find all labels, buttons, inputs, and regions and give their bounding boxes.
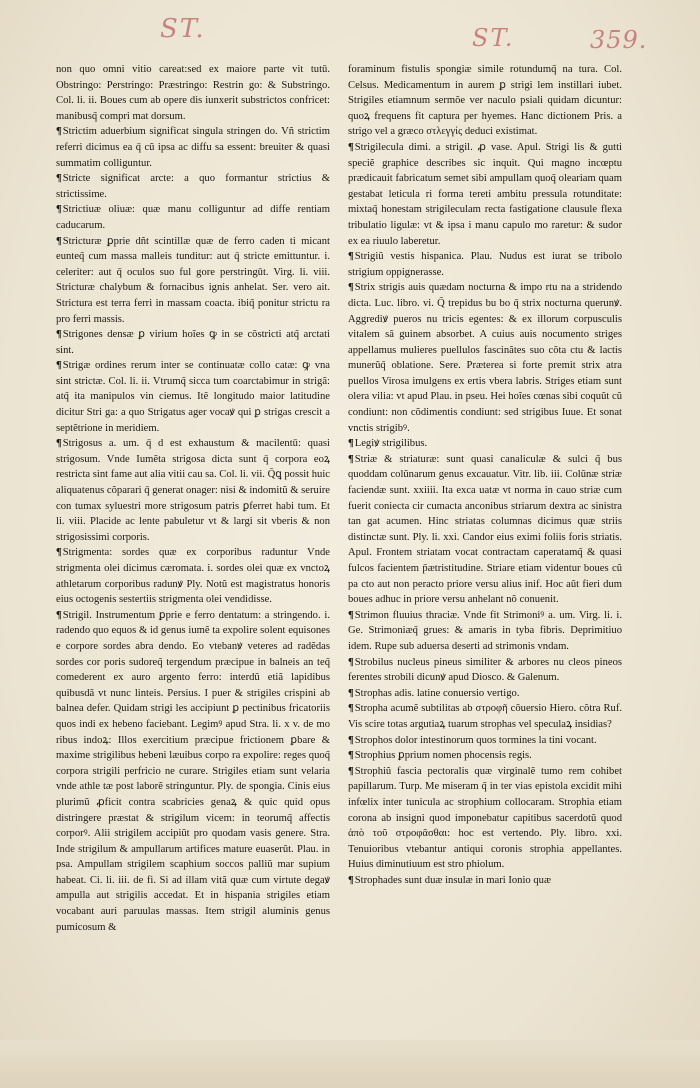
dictionary-entry [348, 655, 622, 686]
dictionary-entry [348, 873, 622, 889]
dictionary-entry [56, 124, 330, 171]
page-bottom-margin [0, 1040, 700, 1088]
paragraph-mark-icon: ¶ [56, 173, 62, 185]
dictionary-entry [348, 701, 622, 732]
paragraph-mark-icon: ¶ [348, 656, 354, 668]
dictionary-entry [56, 327, 330, 358]
entry-text: Strophius ꝑprium nomen phocensis regis. [354, 750, 532, 762]
right-column [348, 62, 622, 1012]
dictionary-entry [348, 686, 622, 702]
text-columns [56, 62, 636, 1012]
dictionary-entry [348, 62, 622, 140]
handwritten-mark-right: ST. [472, 24, 515, 52]
entry-text: Strophos dolor intestinorum quos tormines la tini vocant. [354, 734, 597, 746]
paragraph-mark-icon: ¶ [348, 141, 354, 153]
entry-text: Strix strigis auis quædam nocturna & impo rtu na a stridendo dicta. Luc. libro. vi. Q̃ trepidus bu bo q̄ strix nocturna querunꝟ. Aggrediꝟ pueros nu tricis egentes: & ex illorum corpusculis vitalem sã guinem absorbet. A cuius auis nocumento striges appellamus mulieres puellulos fascinãtes suo cõta ctu & lactis munerũq̃ oblatione. Sere. Præterea si forte premit strix atra puellos Virosa imulgens ex ertis vbera labris. Striges etiam sunt olera vilia: vt apud Plau. in pseu. Hei hoĩes cœnas sibi coquũt cũ condiunt: non cõdimentis condiunt: sed strigibus Iuue. Et sonat vnctis strigibꝰ. [348, 282, 622, 434]
dictionary-entry [56, 171, 330, 202]
entry-text: Strimon fluuius thraciæ. Vnde fit Strimoniꝰ a. um. Virg. li. i. Ge. Strimoniæq̃ grues: & amaris in tyba fibris. Deprimitiuo idem. Rupe sub aduersa deserti ad strimonis vndam. [348, 609, 622, 652]
paragraph-mark-icon: ¶ [56, 438, 62, 450]
entry-text: Stricturæ ꝑprie dñt scintillæ quæ de ferro caden ti micant eunteq̃ cum massa malleis tunditur: aut q̄ stricte emittuntur. i. celeriter: aut q̄ oculos suo ful gore perstringūt. Virg. li. viii. Stricturæ chalybum & fornacibus ignis anhelat. Ser. vero ait. Strictura est terra ferri in massam coacta. ibiq̃ ponitur strictu ra pro ferri massis. [56, 235, 330, 325]
paragraph-mark-icon: ¶ [348, 282, 354, 294]
paragraph-mark-icon: ¶ [348, 687, 354, 699]
dictionary-entry [56, 202, 330, 233]
dictionary-entry [348, 280, 622, 436]
entry-text: Strophas adis. latine conuersio vertigo. [354, 687, 520, 699]
entry-text: Strobilus nucleus pineus similiter & arbores nu cleos pineos ferentes strobili dicunꝟ apud Diosco. & Galenum. [348, 656, 622, 684]
dictionary-entry [56, 608, 330, 935]
entry-text: Strophades sunt duæ insulæ in mari Ionio quæ [354, 874, 552, 886]
dictionary-entry [56, 358, 330, 436]
paragraph-mark-icon: ¶ [348, 750, 354, 762]
entry-text: Strigosus a. um. q̄ d est exhaustum & macilentū: quasi strigosum. Vnde Iumẽta strigosa dicta sunt q̄ corpora eoꝝ restricta sint fame aut alia vitii cau sa. Col. li. vii. Q̄ꝗ possit huic aliquatenus cõparari q̄ generat onager: nisi & indomitũ & seruire con tumax syluestri more strigosum patris ꝑferret habi tum. Et li. viii. Placide ac lente pabuletur vt & largi sit vberis & non strigosissimi corporis. [56, 438, 330, 543]
dictionary-entry [348, 249, 622, 280]
entry-text: foraminum fistulis spongiæ simile rotundumq̃ na tura. Col. Celsus. Medicamentum in aurem ꝑ strigi lem instillari iubet. Strigiles etiamnum sermõe ver naculo psiali quidam dicuntur: quoꝝ frequens fit captura per hyemes. Hanc dictionem Pris. a strigo vel a græco στλεγγίς deduci existimat. [348, 64, 622, 138]
entry-text: Striæ & striaturæ: sunt quasi canaliculæ & sulci q̃ bus quoddam colũnarum genus excauatur. Vitr. lib. iii. Colũnæ striæ faciendæ sunt. xxiiii. Ita exca uatæ vt norma in cauo striæ cum fuerit coniecta cir cumacta anconibus striarum dextra ac sinistra tan gat acumen. Hinc striatas columnas dicimus quæ striis distinctæ sunt. Ply. li. xxi. Candor eius eximi foliis foris striatis. Apul. Frontem striatam vocat contractam caperatamq̃ & quasi fulcos facientem p̃ætristitudine. Striare etiam videntur boues cũ pa cto aut non peracto priore versu alius inif. Hoc aũt fieri dum boues adhuc in priore versu anhelant nõ conuenit. [348, 453, 622, 606]
entry-text: Strigilecula dimi. a strigil. ꝓ vase. Apul. Strigi lis & gutti speciẽ graphice describes sic inquit. Qui magno incœptu prædicauit fabricatum semet sibi ampullam quoq̃ oleariam quam gestabat leticula ri forma tereti ambitu pressula rotunditate: mixtaq̃ honestam strigileculam recta fastigatione clausule flexa tribulatio ligulæ: vt & ipsa i manu capulo mo raretur: & sudor ex ea riuulo laberetur. [348, 141, 622, 247]
paragraph-mark-icon: ¶ [348, 251, 354, 263]
entry-text: Strigæ ordines rerum inter se continuatæ collo catæ: ꝙ vna sint strictæ. Col. li. ii. Vtrumq̃ sicca tum coarctabimur in strigã: atq̃ ita manipulos vin ciemus. Itẽ longitudo maior latitudine dicitur Stri ga: a quo Strigatus ager vocaꝟ qui ꝑ strigas crescit a septẽtrione in meridiem. [56, 360, 330, 434]
entry-text: Strophiũ fascia pectoralis quæ virginalẽ tumo rem cohibet papillarum. Turp. Me miseram q̃ in ter vias epistola excidit mihi infœlix inter tunicula ac strophium collocaram. Strophia etiam corona ab insigni quod imponebatur capitibus sacerdotũ quod ἀπὸ τοῦ στροφᾶσθαι: hoc est vertendo. Ply. libro. xxi. Tenuioribus vtebantur antiqui coronis strophia appellantes. Huius diminutiuum est stro phiolum. [348, 765, 622, 871]
paragraph-mark-icon: ¶ [56, 126, 62, 138]
dictionary-entry [348, 748, 622, 764]
entry-text: Strigones densæ ꝑ virium hoĩes ꝙ in se cõstricti atq̃ arctati sint. [56, 329, 330, 356]
entry-text: Strigil. Instrumentum ꝑprie e ferro dentatum: a stringendo. i. radendo quo equos & id genus iumẽ ta expolire solent equisones e corpore sordes abra dendo. Eo vtebanꝟ veteres ad radẽdas sordes cor poris sudoreq̃ tergendum præcipue in balneis an teq̃ comederent ex auro argento ferro: interdũ etiã lapidibus quibusdã vt nunc linteis. Persius. I puer & strigiles crispini ab balnea defer. Quidam strigi les accipiunt ꝑ pectinibus fricatoriis quos indi ex hebeno faciebant. Legimꝰ apud Stra. li. x v. de mo ribus indoꝝ: Illos exercitium præcipue frictionem ꝑbare & maxime strigilibus hebeni læuibus corpo ra expolire: reges quoq̃ corpora strigili perfricio ne curare. Strigiles etiam sunt velaria vnde athle tæ post laborẽ stringuntur. Ply. de spongia. Cinis eius plurimũ ꝓficit contra scabricies genaꝝ & quic quid opus distringere præstat & strigilum vicem: in teorumq̃ affectis corporꝰ. Alii strigilem accipiũt pro quodam vasis genere. Stra. Inde strigilum & ampullarum artifices mature euaserũt. Plau. in psa. Ampullam strigilem scaphium soccos palliũ mar supium habeat. Ci. li. iii. de fi. Si ad illam vitã quæ cum virtute degaꝟ ampulla aut strigilis accedat. Et in hispania strigiles etiam vocabant auri paruulas massas. Item strigil aluminis genus pumicosum & [56, 609, 330, 933]
paragraph-mark-icon: ¶ [56, 609, 62, 621]
dictionary-entry [56, 436, 330, 545]
paragraph-mark-icon: ¶ [56, 360, 62, 372]
left-column [56, 62, 330, 1012]
paragraph-mark-icon: ¶ [348, 703, 354, 715]
entry-text: Strigmenta: sordes quæ ex corporibus raduntur Vnde strigmenta olei dicimus cæromata. i. sordes olei quæ ex vnctoꝝ athletarum corporibus radunꝟ Ply. Notũ est magistratus honoris eius octogenis sestertiis strigmenta olei vendidisse. [56, 547, 330, 606]
folio-number: 359. [590, 26, 648, 54]
dictionary-entry [56, 545, 330, 607]
paragraph-mark-icon: ¶ [56, 329, 62, 341]
entry-text: Strigiũ vestis hispanica. Plau. Nudus est iurat se tribolo strigium oppignerasse. [348, 251, 622, 278]
paragraph-mark-icon: ¶ [348, 874, 354, 886]
paragraph-mark-icon: ¶ [348, 453, 354, 465]
entry-text: Stricte significat arcte: a quo formantur strictius & strictissime. [56, 173, 330, 200]
dictionary-entry [348, 764, 622, 873]
entry-text: Legiꝟ strigilibus. [354, 438, 428, 450]
dictionary-entry [348, 608, 622, 655]
paragraph-mark-icon: ¶ [348, 765, 354, 777]
entry-text: non quo omni vitio careat:sed ex maiore parte vit tutū. Obstringo: Perstringo: Præstringo: Restrin go: & Substringo. Col. li. ii. Boues cum ab opere dis iunxerit substrictos confricet: manibusq̃ compri mat dorsum. [56, 64, 330, 122]
page-header [0, 10, 700, 56]
paragraph-mark-icon: ¶ [56, 235, 62, 247]
paragraph-mark-icon: ¶ [56, 547, 62, 559]
paragraph-mark-icon: ¶ [348, 438, 354, 450]
paragraph-mark-icon: ¶ [348, 734, 354, 746]
entry-text: Stropha acumẽ subtilitas ab στροφῆ cõuersio Hiero. cõtra Ruf. Vis scire totas argutiaꝝ tuarum strophas vel speculaꝝ insidias? [348, 703, 622, 730]
dictionary-entry [348, 140, 622, 249]
dictionary-entry [56, 234, 330, 328]
dictionary-entry [348, 733, 622, 749]
dictionary-entry [348, 452, 622, 608]
entry-text: Strictim aduerbium significat singula stringen do. Vñ strictim referri dicimus ea q̄ cũ ipsa ac diffu sa essent: breuiter & quasi summatim colliguntur. [56, 126, 330, 169]
paragraph-mark-icon: ¶ [56, 204, 62, 216]
paragraph-mark-icon: ¶ [348, 609, 354, 621]
dictionary-entry [348, 436, 622, 452]
handwritten-mark-left: ST. [160, 14, 206, 44]
dictionary-entry [56, 62, 330, 124]
entry-text: Strictiuæ oliuæ: quæ manu colliguntur ad diffe rentiam caducarum. [56, 204, 330, 231]
